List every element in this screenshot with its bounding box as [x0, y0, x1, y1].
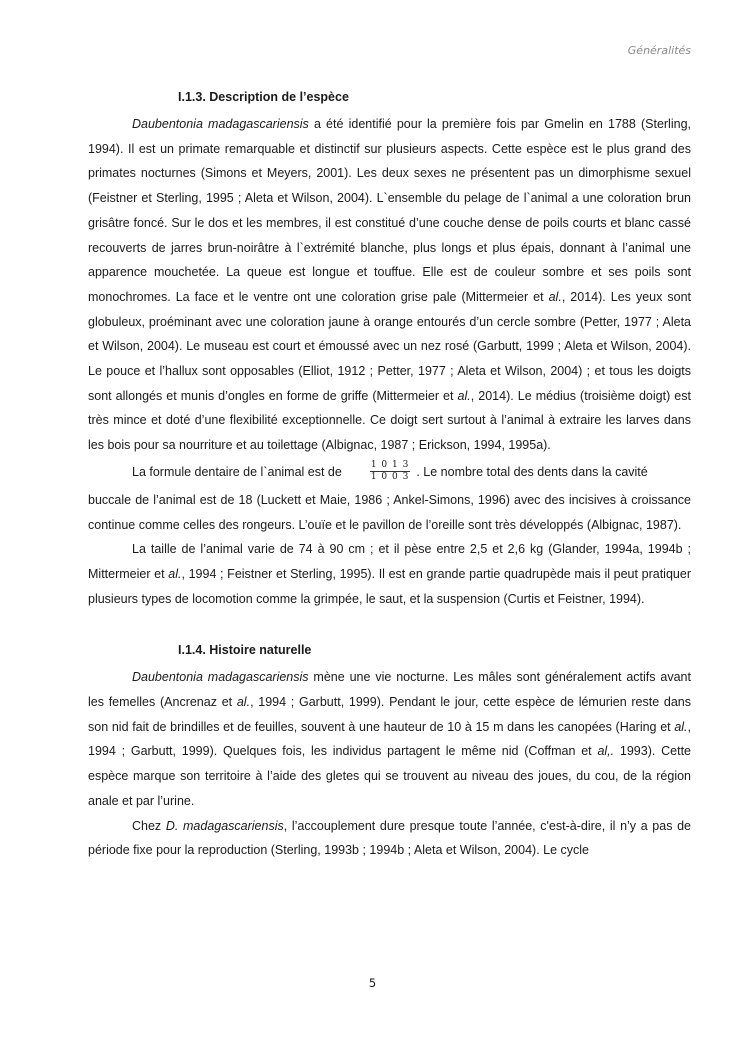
paragraph-dentition: [88, 488, 691, 537]
text-run: , 1994 ; Garbutt, 1999). Quelques fois, les individus partagent le même nid (Coffman et: [88, 719, 691, 759]
text-run: , 1994 ; Feistner et Sterling, 1995). Il est en grande partie quadrupède mais il peut pratiquer plusieurs types de locomotion comme la grimpée, le saut, et la suspension (Curtis et Feistner, 1994).: [88, 566, 691, 606]
species-name: Daubentonia madagascariensis: [132, 670, 309, 685]
text-run: , 2014). Le médius (troisième doigt) est très mince et doté d’une flexibilité exceptionnelle. Ce doigt sert surtout à l’animal à extraire les larves dans les bois pour sa nourriture et au toilettage (Albignac, 1987 ; Erickson, 1994, 1995a).: [88, 388, 691, 453]
et-al: al,.: [597, 744, 615, 759]
et-al: al.: [457, 388, 471, 403]
formula-numerator: 1 0 1 3: [370, 460, 410, 471]
text-run: 1993). Cette espèce marque son territoire à l’aide des gletes qui se trouvent au niveau des joues, du cou, de la région anale et par l’urine.: [88, 744, 692, 808]
text-run: mène une vie nocturne. Les mâles sont généralement actifs avant les femelles (Ancrenaz et: [88, 670, 691, 710]
et-al: al.: [548, 289, 562, 304]
et-al: al.: [236, 695, 251, 710]
section-heading-natural-history: I.1.4. Histoire naturelle: [178, 643, 312, 658]
text-run: La taille de l’animal varie de 74 à 90 cm ; et il pèse entre 2,5 et 2,6 kg (Glander, 1994a, 1994b ; Mittermeier et: [88, 542, 691, 581]
species-name: Daubentonia madagascariensis: [132, 117, 309, 131]
running-header: Généralités: [627, 44, 691, 57]
text-run: buccale de l’animal est de 18 (Luckett et Maie, 1986 ; Ankel-Simons, 1996) avec des incisives à croissance continue comme celles des rongeurs. L’ouïe et le pavillon de l’oreille sont très développés (Albignac, 1987).: [88, 492, 691, 532]
section-heading-description: I.1.3. Description de l’espèce: [178, 90, 349, 104]
species-name: D. madagascariensis: [165, 818, 284, 833]
paragraph-description: [88, 112, 691, 458]
dental-formula-fraction: [370, 460, 411, 483]
formula-denominator: 1 0 0 3: [370, 472, 410, 483]
text-run: , 1994 ; Garbutt, 1999). Pendant le jour, cette espèce de lémurien reste dans son nid fait de brindilles et de feuilles, souvent à une hauteur de 10 à 15 m dans les canopées (Haring et: [88, 695, 692, 734]
paragraph-reproduction: [88, 814, 691, 863]
page-number: 5: [368, 976, 377, 990]
formula-lead-text: La formule dentaire de l`animal est de: [132, 464, 342, 479]
dental-formula-line: [88, 460, 691, 484]
et-al: al.: [674, 719, 688, 734]
text-run: , l’accouplement dure presque toute l’année, c'est-à-dire, il n’y a pas de période fixe pour la reproduction (Sterling, 1993b ; 1994b ; Aleta et Wilson, 2004). Le cycle: [88, 818, 692, 858]
page-body: [88, 86, 691, 863]
text-run: Chez: [132, 818, 166, 833]
text-run: a été identifié pour la première fois par Gmelin en 1788 (Sterling, 1994). Il est un primate remarquable et distinctif sur plusieurs aspects. Cette espèce est le plus grand des primates nocturnes (Simons et Meyers, 2001). Les deux sexes ne présentent pas un dimorphisme sexuel (Feistner et Sterling, 1995 ; Aleta et Wilson, 2004). L`ensemble du pelage de l`animal a une coloration brun grisâtre foncé. Sur le dos et les membres, il est constitué d’une couche dense de poils courts et blanc cassé recouverts de jarres brun-noirâtre à l`extrémité blanche, plus longs et plus épais, donnant à l’animal une apparence mouchetée. La queue est longue et touffue. Elle est de couleur sombre et ses poils sont monochromes. La face et le ventre ont une coloration grise pale (Mittermeier et: [88, 117, 691, 304]
paragraph-size: [88, 537, 691, 611]
formula-tail-text: . Le nombre total des dents dans la cavité: [416, 464, 648, 479]
et-al: al.: [168, 566, 182, 581]
text-run: , 2014). Les yeux sont globuleux, proéminant avec une coloration jaune à orange entourés d’un cercle sombre (Petter, 1977 ; Aleta et Wilson, 2004). Le museau est court et émoussé avec un nez rosé (Garbutt, 1999 ; Aleta et Wilson, 2004). Le pouce et l’hallux sont opposables (Elliot, 1912 ; Petter, 1977 ; Aleta et Wilson, 2004) ; et tous les doigts sont allongés et munis d’ongles en forme de griffe (Mittermeier et: [88, 289, 691, 403]
paragraph-natural-history: [88, 665, 691, 813]
